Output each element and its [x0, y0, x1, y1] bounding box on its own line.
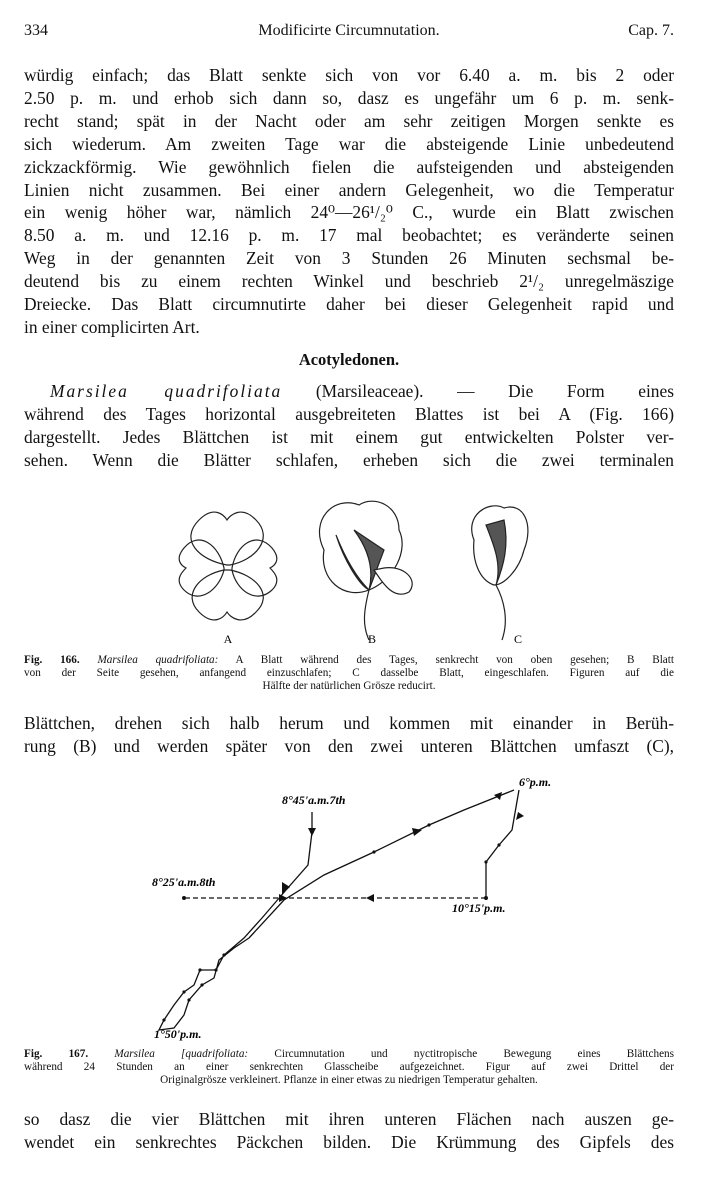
caption-species: Marsilea [quadrifoliata: — [114, 1048, 249, 1060]
text-line: Blättchen, drehen sich halb herum und kommen mit einander in Berüh- — [24, 713, 674, 733]
caption-line: Originalgrösze verkleinert. Pflanze in einer etwas zu niedrigen Temperatur gehalten. — [160, 1074, 538, 1087]
text-line: deutend bis zu einem rechten Winkel und beschrieb 2¹/₂ unregelmäszige — [24, 271, 674, 292]
section-heading: Acotyledonen. — [298, 350, 400, 369]
text-line: 2.50 p. m. und erhob sich dann so, dasz es ungefähr um 6 p. m. senk- — [24, 87, 674, 108]
text-line: recht stand; spät in der Nacht oder am sehr zeitigen Morgen senkte es — [24, 110, 674, 131]
figure-167 — [24, 770, 674, 1050]
paragraph-1 — [24, 64, 674, 339]
paragraph-2 — [24, 380, 674, 472]
text-line: Linien nicht zusammen. Bei einer andern Gelegenheit, wo die Temperatur — [24, 179, 674, 200]
running-title: Modificirte Circumnutation. — [258, 22, 440, 39]
caption-species: Marsilea quadrifoliata: — [97, 654, 219, 666]
text-line — [24, 380, 674, 403]
trace-path — [249, 790, 514, 938]
paragraph-3 — [24, 712, 674, 758]
figure-label: Fig. 166. — [24, 654, 80, 666]
caption-line: während 24 Stunden an einer senkrechten Glasscheibe aufgezeichnet. Figur auf zwei Drittel der — [24, 1061, 674, 1074]
trace-path — [486, 790, 519, 900]
time-label-150pm: 1°50'p.m. — [154, 1027, 202, 1041]
label-a: A — [223, 632, 233, 646]
text-line: zickzackförmig. Wie gewöhnlich fielen die aufsteigenden und absteigenden — [24, 156, 674, 177]
text-line: dargestellt. Jedes Blättchen ist mit einem gut entwickelten Polster ver- — [24, 426, 674, 447]
leaf-c-drawing — [472, 506, 528, 640]
text-line: wendet ein senkrechtes Päckchen bilden. Die Krümmung des Gipfels des — [24, 1131, 674, 1152]
caption-line: von der Seite gesehen, anfangend einzuschlafen; C dasselbe Blatt, eingeschlafen. Figuren auf die — [24, 667, 674, 680]
caption-text: Circumnutation und nyctitropische Bewegung eines Blättchens — [274, 1048, 674, 1060]
running-header — [24, 22, 674, 46]
page-number: 334 — [24, 22, 48, 39]
text-line: so dasz die vier Blättchen mit ihren unteren Flächen nach auszen ge- — [24, 1109, 674, 1129]
caption-line — [24, 654, 674, 667]
leaf-b-drawing — [319, 501, 412, 640]
time-label-825am: 8°25'a.m.8th — [152, 875, 216, 889]
text-line: sich wiederum. Am zweiten Tage war die absteigende Linie unbedeutend — [24, 133, 674, 154]
label-b: B — [367, 632, 377, 646]
label-c: C — [513, 632, 523, 646]
figure-167-caption — [24, 1048, 674, 1088]
figure-166 — [24, 490, 674, 650]
trace-path — [159, 832, 312, 1030]
caption-text: A Blatt während des Tages, senkrecht von oben gesehen; B Blatt — [235, 654, 674, 666]
text-line: Dreiecke. Das Blatt circumnutirte daher bei dieser Gelegenheit rapid und — [24, 294, 674, 315]
text-line: rung (B) und werden später von den zwei unteren Blättchen umfaszt (C), — [24, 735, 674, 756]
text-line: während des Tages horizontal ausgebreiteten Blattes ist bei A (Fig. 166) — [24, 403, 674, 424]
text-fragment: (Marsileaceae). — Die Form eines — [315, 381, 674, 401]
chapter-label: Cap. 7. — [628, 22, 674, 39]
paragraph-4 — [24, 1108, 674, 1154]
figure-166-caption — [24, 654, 674, 694]
text-line: sehen. Wenn die Blätter schlafen, erheben sich die zwei terminalen — [24, 449, 674, 470]
trace-dots — [162, 823, 500, 1021]
text-line: ein wenig höher war, nämlich 24⁰—26¹/₂⁰ C., wurde ein Blatt zwischen — [24, 202, 674, 223]
trace-arrows — [279, 792, 524, 902]
species-name: Marsilea quadrifoliata — [50, 381, 283, 401]
time-label-6pm: 6°p.m. — [519, 775, 552, 789]
text-line: Weg in der genannten Zeit von 3 Stunden 26 Minuten sechsmal be- — [24, 248, 674, 269]
text-line: in einer complicirten Art. — [24, 316, 200, 337]
caption-line: Hälfte der natürlichen Grösze reducirt. — [262, 680, 436, 693]
leaf-a-drawing — [179, 512, 277, 620]
time-label-845am: 8°45'a.m.7th — [282, 793, 346, 807]
caption-line — [24, 1048, 674, 1061]
figure-label: Fig. 167. — [24, 1048, 89, 1060]
text-line: 8.50 a. m. und 12.16 p. m. 17 mal beobachtet; es veränderte seinen — [24, 225, 674, 246]
text-line: würdig einfach; das Blatt senkte sich von vor 6.40 a. m. bis 2 oder — [24, 65, 674, 85]
time-label-1015pm: 10°15'p.m. — [452, 901, 506, 915]
